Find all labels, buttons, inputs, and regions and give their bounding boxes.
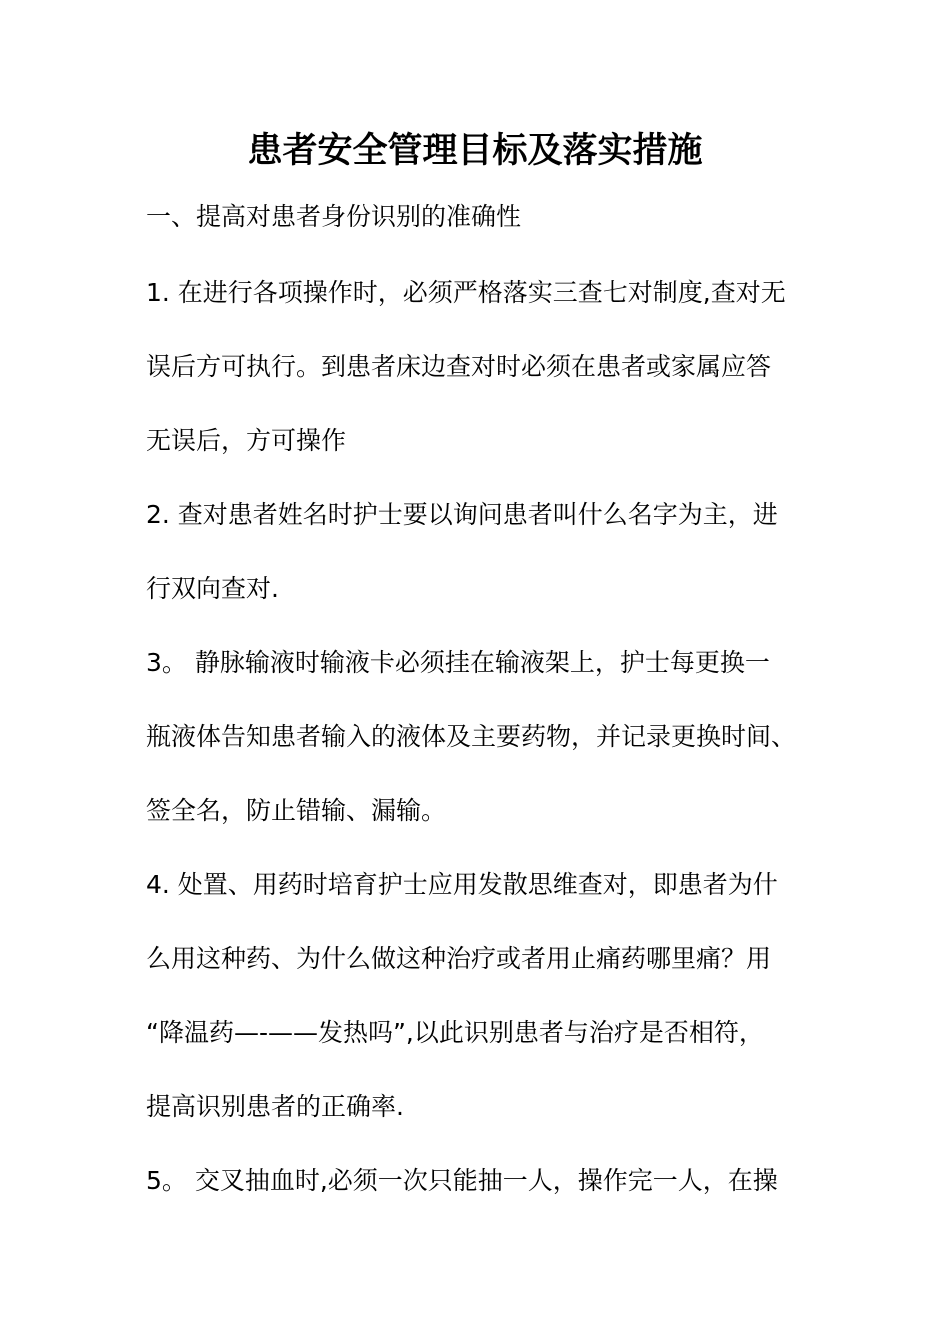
paragraph-line: 4. 处置、用药时培育护士应用发散思维查对，即患者为什 — [146, 870, 778, 899]
paragraph-line: 2. 查对患者姓名时护士要以询问患者叫什么名字为主，进 — [146, 500, 778, 529]
paragraph-line: 3。 静脉输液时输液卡必须挂在输液架上，护士每更换一 — [146, 648, 770, 677]
document-title: 患者安全管理目标及落实措施 — [247, 130, 703, 171]
paragraph-line: 5。 交叉抽血时,必须一次只能抽一人，操作完一人，在操 — [146, 1166, 778, 1195]
paragraph-line: 么用这种药、为什么做这种治疗或者用止痛药哪里痛？用 — [146, 944, 772, 973]
paragraph-line: 误后方可执行。到患者床边查对时必须在患者或家属应答 — [146, 352, 772, 381]
paragraph-line: 提高识别患者的正确率. — [146, 1092, 404, 1121]
paragraph-line: 瓶液体告知患者输入的液体及主要药物，并记录更换时间、 — [146, 722, 797, 751]
section-heading: 一、提高对患者身份识别的准确性 — [146, 202, 522, 231]
paragraph-line: 1. 在进行各项操作时，必须严格落实三查七对制度,查对无 — [146, 278, 786, 307]
paragraph-line: 行双向查对. — [146, 574, 279, 603]
paragraph-line: 签全名，防止错输、漏输。 — [146, 796, 447, 825]
paragraph-line: 无误后，方可操作 — [146, 426, 347, 455]
paragraph-line: “降温药—-——发热吗”,以此识别患者与治疗是否相符， — [146, 1018, 764, 1047]
